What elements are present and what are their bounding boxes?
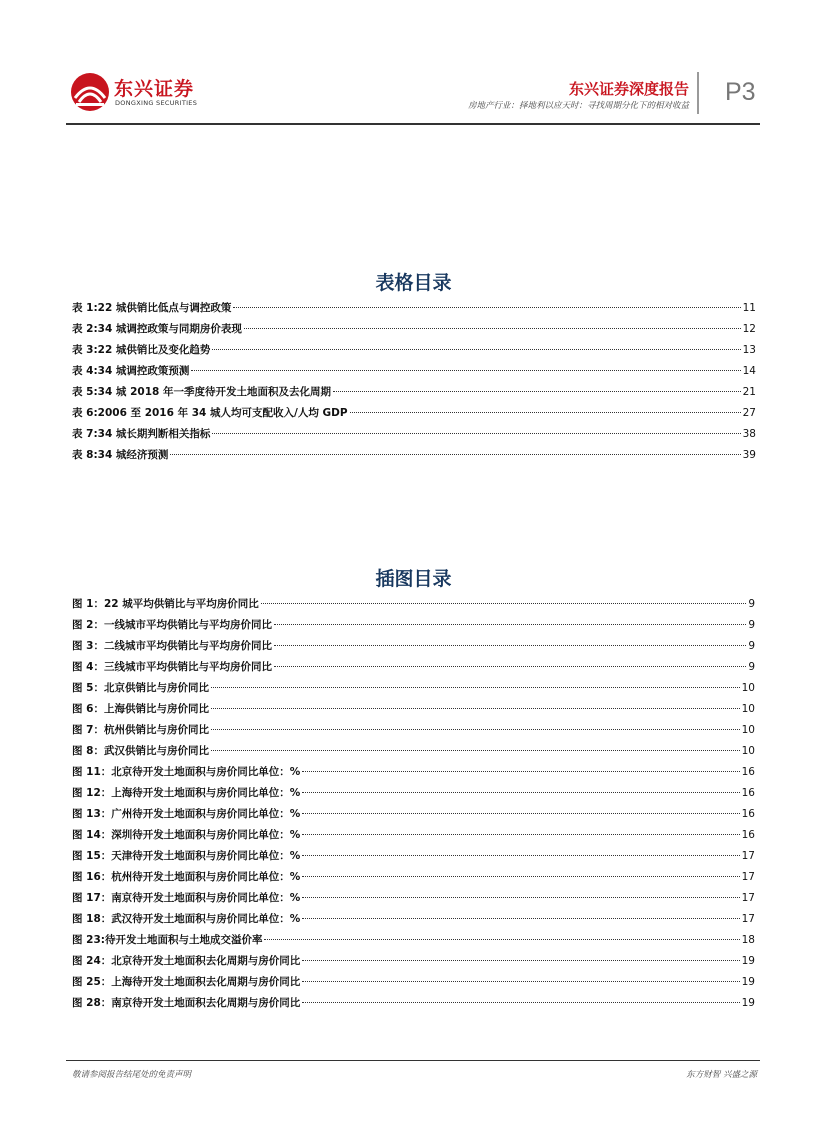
figures-toc-list [72, 596, 755, 1016]
toc-dot-leader [302, 834, 739, 835]
toc-dot-leader [302, 897, 739, 898]
figure-toc-entry[interactable] [72, 932, 755, 953]
toc-entry-page: 19 [741, 976, 755, 988]
table-toc-entry[interactable] [72, 447, 756, 468]
table-toc-entry[interactable] [72, 426, 756, 447]
figure-toc-entry[interactable] [72, 680, 755, 701]
toc-dot-leader [191, 370, 740, 371]
toc-entry-label: 图 4：三线城市平均供销比与平均房价同比 [72, 661, 272, 673]
toc-entry-page: 17 [741, 892, 755, 904]
toc-entry-label: 图 5：北京供销比与房价同比 [72, 682, 209, 694]
toc-entry-page: 9 [748, 640, 755, 652]
table-toc-entry[interactable] [72, 405, 756, 426]
toc-dot-leader [302, 960, 739, 961]
toc-entry-page: 16 [741, 829, 755, 841]
figure-toc-entry[interactable] [72, 596, 755, 617]
toc-entry-page: 19 [741, 997, 755, 1009]
toc-dot-leader [274, 645, 746, 646]
table-toc-entry[interactable] [72, 363, 756, 384]
toc-entry-page: 27 [742, 407, 756, 419]
figure-toc-entry[interactable] [72, 995, 755, 1016]
toc-entry-label: 图 8：武汉供销比与房价同比 [72, 745, 209, 757]
toc-entry-label: 图 14：深圳待开发土地面积与房价同比单位：% [72, 829, 301, 841]
toc-entry-page: 38 [742, 428, 756, 440]
figure-toc-entry[interactable] [72, 890, 755, 911]
toc-entry-page: 10 [741, 682, 755, 694]
figure-toc-entry[interactable] [72, 617, 755, 638]
toc-dot-leader [333, 391, 741, 392]
toc-entry-page: 9 [748, 619, 755, 631]
toc-dot-leader [302, 1002, 739, 1003]
toc-entry-label: 图 25：上海待开发土地面积去化周期与房价同比 [72, 976, 301, 988]
table-toc-entry[interactable] [72, 321, 756, 342]
toc-entry-label: 图 1：22 城平均供销比与平均房价同比 [72, 598, 259, 610]
logo-english-name: DONGXING SECURITIES [115, 99, 198, 107]
toc-dot-leader [302, 792, 739, 793]
toc-entry-page: 10 [741, 745, 755, 757]
toc-dot-leader [302, 813, 739, 814]
table-toc-entry[interactable] [72, 342, 756, 363]
toc-dot-leader [302, 855, 739, 856]
toc-dot-leader [170, 454, 740, 455]
toc-dot-leader [302, 918, 739, 919]
toc-entry-label: 表 1:22 城供销比低点与调控政策 [72, 302, 232, 314]
toc-dot-leader [211, 729, 740, 730]
toc-entry-page: 16 [741, 808, 755, 820]
toc-entry-label: 图 24：北京待开发土地面积去化周期与房价同比 [72, 955, 301, 967]
toc-entry-page: 17 [741, 871, 755, 883]
report-subtitle: 房地产行业：择地利以应天时：寻找周期分化下的相对收益 [467, 101, 689, 111]
toc-dot-leader [244, 328, 741, 329]
toc-dot-leader [211, 687, 740, 688]
toc-entry-label: 图 11：北京待开发土地面积与房价同比单位：% [72, 766, 301, 778]
toc-dot-leader [274, 666, 746, 667]
toc-entry-page: 39 [742, 449, 756, 461]
figure-toc-entry[interactable] [72, 785, 755, 806]
toc-dot-leader [350, 412, 741, 413]
toc-dot-leader [261, 603, 747, 604]
dongxing-logo-icon [70, 72, 110, 112]
toc-entry-label: 图 16：杭州待开发土地面积与房价同比单位：% [72, 871, 301, 883]
logo-chinese-name: 东兴证券 [114, 78, 195, 100]
toc-entry-page: 16 [741, 787, 755, 799]
figure-toc-entry[interactable] [72, 659, 755, 680]
toc-dot-leader [233, 307, 740, 308]
toc-entry-page: 10 [741, 703, 755, 715]
tables-toc-title: 表格目录 [375, 272, 452, 294]
toc-entry-label: 图 17：南京待开发土地面积与房价同比单位：% [72, 892, 301, 904]
figure-toc-entry[interactable] [72, 764, 755, 785]
figure-toc-entry[interactable] [72, 974, 755, 995]
tables-toc-list [72, 300, 756, 468]
page-number: P3 [725, 78, 756, 106]
figure-toc-entry[interactable] [72, 701, 755, 722]
toc-dot-leader [302, 876, 739, 877]
toc-entry-label: 图 2：一线城市平均供销比与平均房价同比 [72, 619, 272, 631]
table-toc-entry[interactable] [72, 384, 756, 405]
figure-toc-entry[interactable] [72, 869, 755, 890]
toc-entry-page: 9 [748, 598, 755, 610]
header-divider [697, 72, 699, 114]
report-title: 东兴证券深度报告 [568, 80, 689, 98]
figure-toc-entry[interactable] [72, 953, 755, 974]
toc-entry-page: 13 [742, 344, 756, 356]
toc-entry-page: 21 [742, 386, 756, 398]
footer-disclaimer: 敬请参阅报告结尾处的免责声明 [72, 1070, 192, 1080]
figure-toc-entry[interactable] [72, 848, 755, 869]
toc-dot-leader [212, 349, 740, 350]
figure-toc-entry[interactable] [72, 638, 755, 659]
toc-entry-label: 表 8:34 城经济预测 [72, 449, 169, 461]
toc-entry-label: 表 4:34 城调控政策预测 [72, 365, 190, 377]
toc-entry-page: 10 [741, 724, 755, 736]
toc-entry-label: 表 7:34 城长期判断相关指标 [72, 428, 211, 440]
toc-dot-leader [264, 939, 739, 940]
toc-entry-label: 图 13：广州待开发土地面积与房价同比单位：% [72, 808, 301, 820]
toc-entry-page: 11 [742, 302, 756, 314]
toc-dot-leader [211, 750, 740, 751]
toc-entry-label: 图 7：杭州供销比与房价同比 [72, 724, 209, 736]
toc-entry-page: 19 [741, 955, 755, 967]
toc-entry-label: 表 3:22 城供销比及变化趋势 [72, 344, 211, 356]
figure-toc-entry[interactable] [72, 722, 755, 743]
toc-entry-label: 表 5:34 城 2018 年一季度待开发土地面积及去化周期 [72, 386, 331, 398]
toc-entry-label: 图 3：二线城市平均供销比与平均房价同比 [72, 640, 272, 652]
toc-entry-page: 16 [741, 766, 755, 778]
toc-entry-page: 9 [748, 661, 755, 673]
toc-entry-page: 12 [742, 323, 756, 335]
footer-rule [66, 1060, 760, 1061]
toc-entry-page: 14 [742, 365, 756, 377]
toc-entry-label: 图 6：上海供销比与房价同比 [72, 703, 209, 715]
figure-toc-entry[interactable] [72, 806, 755, 827]
toc-entry-page: 17 [741, 850, 755, 862]
toc-dot-leader [274, 624, 746, 625]
page-header [0, 0, 827, 130]
toc-entry-label: 表 6:2006 至 2016 年 34 城人均可支配收入/人均 GDP [72, 407, 348, 419]
toc-entry-label: 图 12：上海待开发土地面积与房价同比单位：% [72, 787, 301, 799]
table-toc-entry[interactable] [72, 300, 756, 321]
toc-entry-page: 18 [741, 934, 755, 946]
toc-entry-label: 图 23:待开发土地面积与土地成交溢价率 [72, 934, 263, 946]
toc-dot-leader [302, 771, 739, 772]
figure-toc-entry[interactable] [72, 911, 755, 932]
toc-dot-leader [302, 981, 739, 982]
figure-toc-entry[interactable] [72, 827, 755, 848]
toc-entry-page: 17 [741, 913, 755, 925]
company-logo [70, 72, 200, 112]
footer-slogan: 东方财智 兴盛之源 [686, 1070, 757, 1080]
toc-dot-leader [212, 433, 740, 434]
toc-entry-label: 表 2:34 城调控政策与同期房价表现 [72, 323, 242, 335]
toc-dot-leader [211, 708, 740, 709]
figure-toc-entry[interactable] [72, 743, 755, 764]
toc-entry-label: 图 18：武汉待开发土地面积与房价同比单位：% [72, 913, 301, 925]
toc-entry-label: 图 15：天津待开发土地面积与房价同比单位：% [72, 850, 301, 862]
figures-toc-title: 插图目录 [375, 568, 452, 590]
header-rule [66, 123, 760, 125]
toc-entry-label: 图 28：南京待开发土地面积去化周期与房价同比 [72, 997, 301, 1009]
